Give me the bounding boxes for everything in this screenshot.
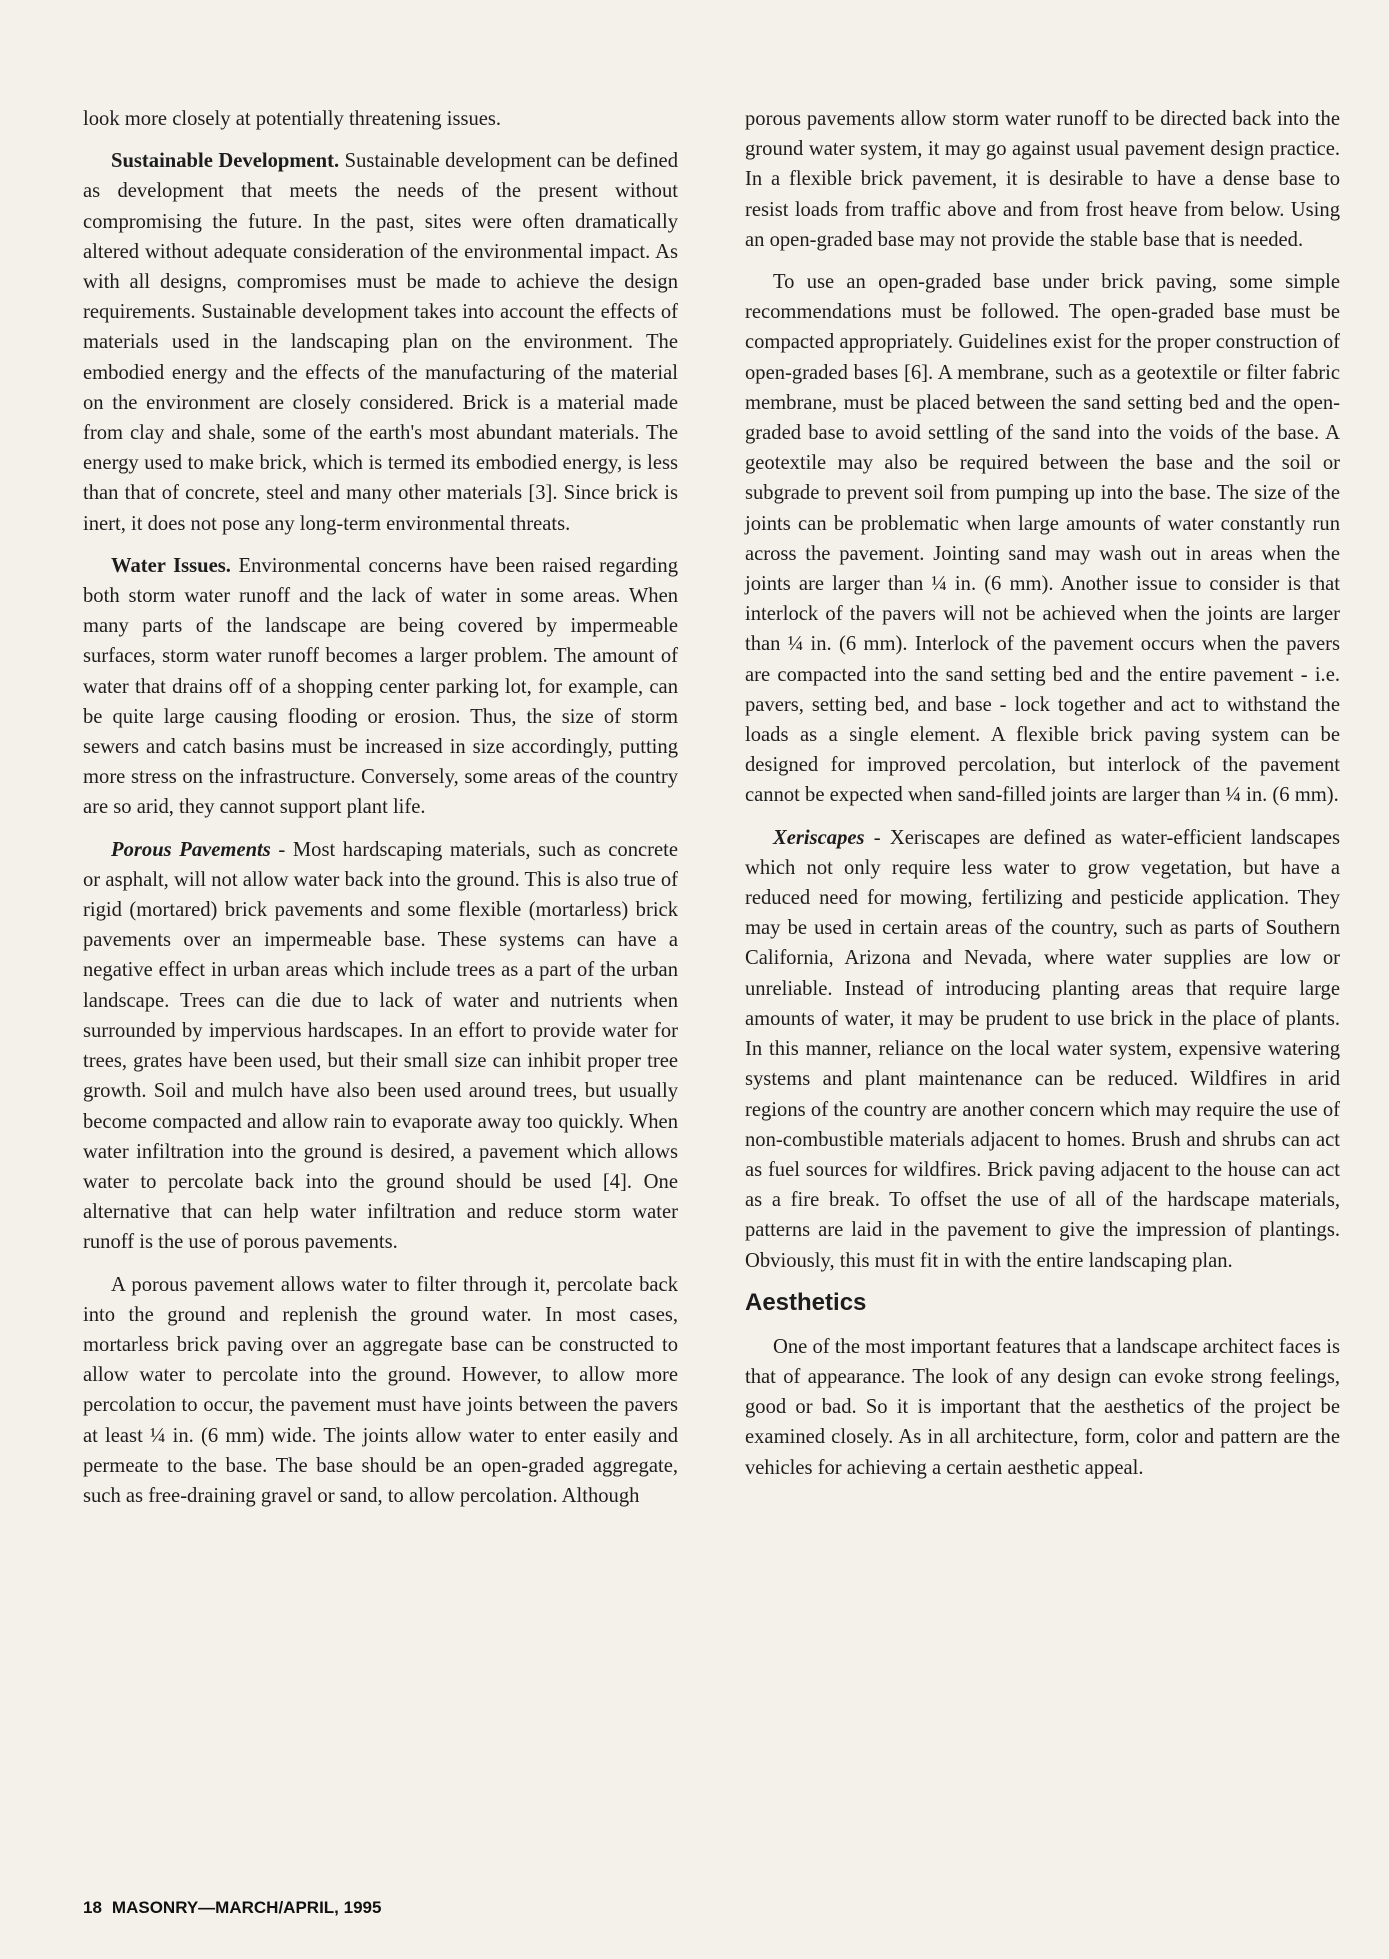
page-number: 18: [83, 1898, 102, 1917]
paragraph-text: porous pavements allow storm water runoff to be directed back into the ground water system, it may go against usual pavement design practice. In a flexible brick pavement, it is desirable to have a dense base to resist loads from traffic above and from frost heave from below. Using an open-graded base may not provide the stable base that is needed.: [745, 108, 1340, 251]
runin-heading-xeriscapes: Xeriscapes: [773, 826, 865, 849]
paragraph-open-graded-base: [745, 267, 1340, 811]
paragraph-porous-pavements: [83, 835, 678, 1258]
paragraph-water-issues: [83, 551, 678, 823]
page-footer: [83, 1898, 381, 1918]
paragraph-continuation: [83, 104, 678, 134]
paragraph-porous-pavement-details: [83, 1270, 678, 1512]
paragraph-text: One of the most important features that a landscape architect faces is that of appearance. The look of any design can evoke strong feelings, good or bad. So it is important that the aesthetics of the project be examined closely. As in all architecture, form, color and pattern are the vehicles for achieving a certain aesthetic appeal.: [745, 1335, 1340, 1479]
runin-heading-water-issues: Water Issues.: [111, 554, 231, 577]
paragraph-text: Sustainable development can be defined as development that meets the needs of the present without compromising the future. In the past, sites were often dramatically altered without adequate consideration of the environmental impact. As with all designs, compromises must be made to achieve the design requirements. Sustainable development takes into account the effects of materials used in the landscaping plan on the environment. The embodied energy and the effects of the manufacturing of the material on the environment are closely considered. Brick is a material made from clay and shale, some of the earth's most abundant materials. The energy used to make brick, which is termed its embodied energy, is less than that of concrete, steel and many other materials [3]. Since brick is inert, it does not pose any long-term environmental threats.: [83, 150, 678, 535]
runin-heading-sustainable-development: Sustainable Development.: [111, 150, 340, 173]
paragraph-text: A porous pavement allows water to filter through it, percolate back into the ground and replenish the ground water. In most cases, mortarless brick paving over an aggregate base can be constructed to allow water to percolate into the ground. However, to allow more percolation to occur, the pavement must have joints between the pavers at least ¼ in. (6 mm) wide. The joints allow water to enter easily and permeate to the base. The base should be an open-graded aggregate, such as free-draining gravel or sand, to allow percolation. Although: [83, 1273, 678, 1507]
paragraph-text: look more closely at potentially threatening issues.: [83, 108, 502, 130]
publication-line: MASONRY—MARCH/APRIL, 1995: [111, 1898, 382, 1917]
left-column: [83, 104, 678, 1523]
runin-heading-porous-pavements: Porous Pavements: [111, 838, 271, 861]
section-heading-aesthetics: Aesthetics: [745, 1288, 867, 1316]
paragraph-continuation: [745, 104, 1340, 255]
paragraph-text: - Most hardscaping materials, such as concrete or asphalt, will not allow water back into the ground. This is also true of rigid (mortared) brick pavements and some flexible (mortarless) brick pavements over an impermeable base. These systems can have a negative effect in urban areas which include trees as a part of the urban landscape. Trees can die due to lack of water and nutrients when surrounded by impervious hardscapes. In an effort to provide water for trees, grates have been used, but their small size can inhibit proper tree growth. Soil and mulch have also been used around trees, but usually become compacted and allow rain to evaporate away too quickly. When water infiltration into the ground is desired, a pavement which allows water to percolate back into the ground should be used [4]. One alternative that can help water infiltration and reduce storm water runoff is the use of porous pavements.: [83, 838, 678, 1254]
paragraph-text: To use an open-graded base under brick paving, some simple recommendations must be followed. The open-graded base must be compacted appropriately. Guidelines exist for the proper construction of open-graded bases [6]. A membrane, such as a geotextile or filter fabric membrane, must be placed between the sand setting bed and the open-graded base to avoid settling of the sand into the voids of the base. A geotextile may also be required between the base and the soil or subgrade to prevent soil from pumping up into the base. The size of the joints can be problematic when large amounts of water constantly run across the pavement. Jointing sand may wash out in areas when the joints are larger than ¼ in. (6 mm). Another issue to consider is that interlock of the pavers will not be achieved when the joints are larger than ¼ in. (6 mm). Interlock of the pavement occurs when the pavers are compacted into the sand setting bed and the entire pavement - i.e. pavers, setting bed, and base - lock together and act to withstand the loads as a single element. A flexible brick paving system can be designed for improved percolation, but interlock of the pavement cannot be expected when sand-filled joints are larger than ¼ in. (6 mm).: [745, 271, 1340, 807]
paragraph-text: Environmental concerns have been raised regarding both storm water runoff and the lack of water in some areas. When many parts of the landscape are being covered by impermeable surfaces, storm water runoff becomes a larger problem. The amount of water that drains off of a shopping center parking lot, for example, can be quite large causing flooding or erosion. Thus, the size of storm sewers and catch basins must be increased in size accordingly, putting more stress on the infrastructure. Conversely, some areas of the country are so arid, they cannot support plant life.: [83, 554, 678, 819]
right-column: [745, 104, 1340, 1495]
paragraph-sustainable-development: [83, 146, 678, 539]
paragraph-text: - Xeriscapes are defined as water-efficient landscapes which not only require less water to grow vegetation, but have a reduced need for mowing, fertilizing and pesticide application. They may be used in certain areas of the country, such as parts of Southern California, Arizona and Nevada, where water supplies are low or unreliable. Instead of introducing planting areas that require large amounts of water, it may be prudent to use brick in the place of plants. In this manner, reliance on the local water system, expensive watering systems and plant maintenance can be reduced. Wildfires in arid regions of the country are another concern which may require the use of non-combustible materials adjacent to homes. Brush and shrubs can act as fuel sources for wildfires. Brick paving adjacent to the house can act as a fire break. To offset the use of all of the hardscape materials, patterns are laid in the pavement to give the impression of plantings. Obviously, this must fit in with the entire landscaping plan.: [745, 826, 1340, 1272]
paragraph-xeriscapes: [745, 823, 1340, 1276]
paragraph-aesthetics: [745, 1332, 1340, 1483]
